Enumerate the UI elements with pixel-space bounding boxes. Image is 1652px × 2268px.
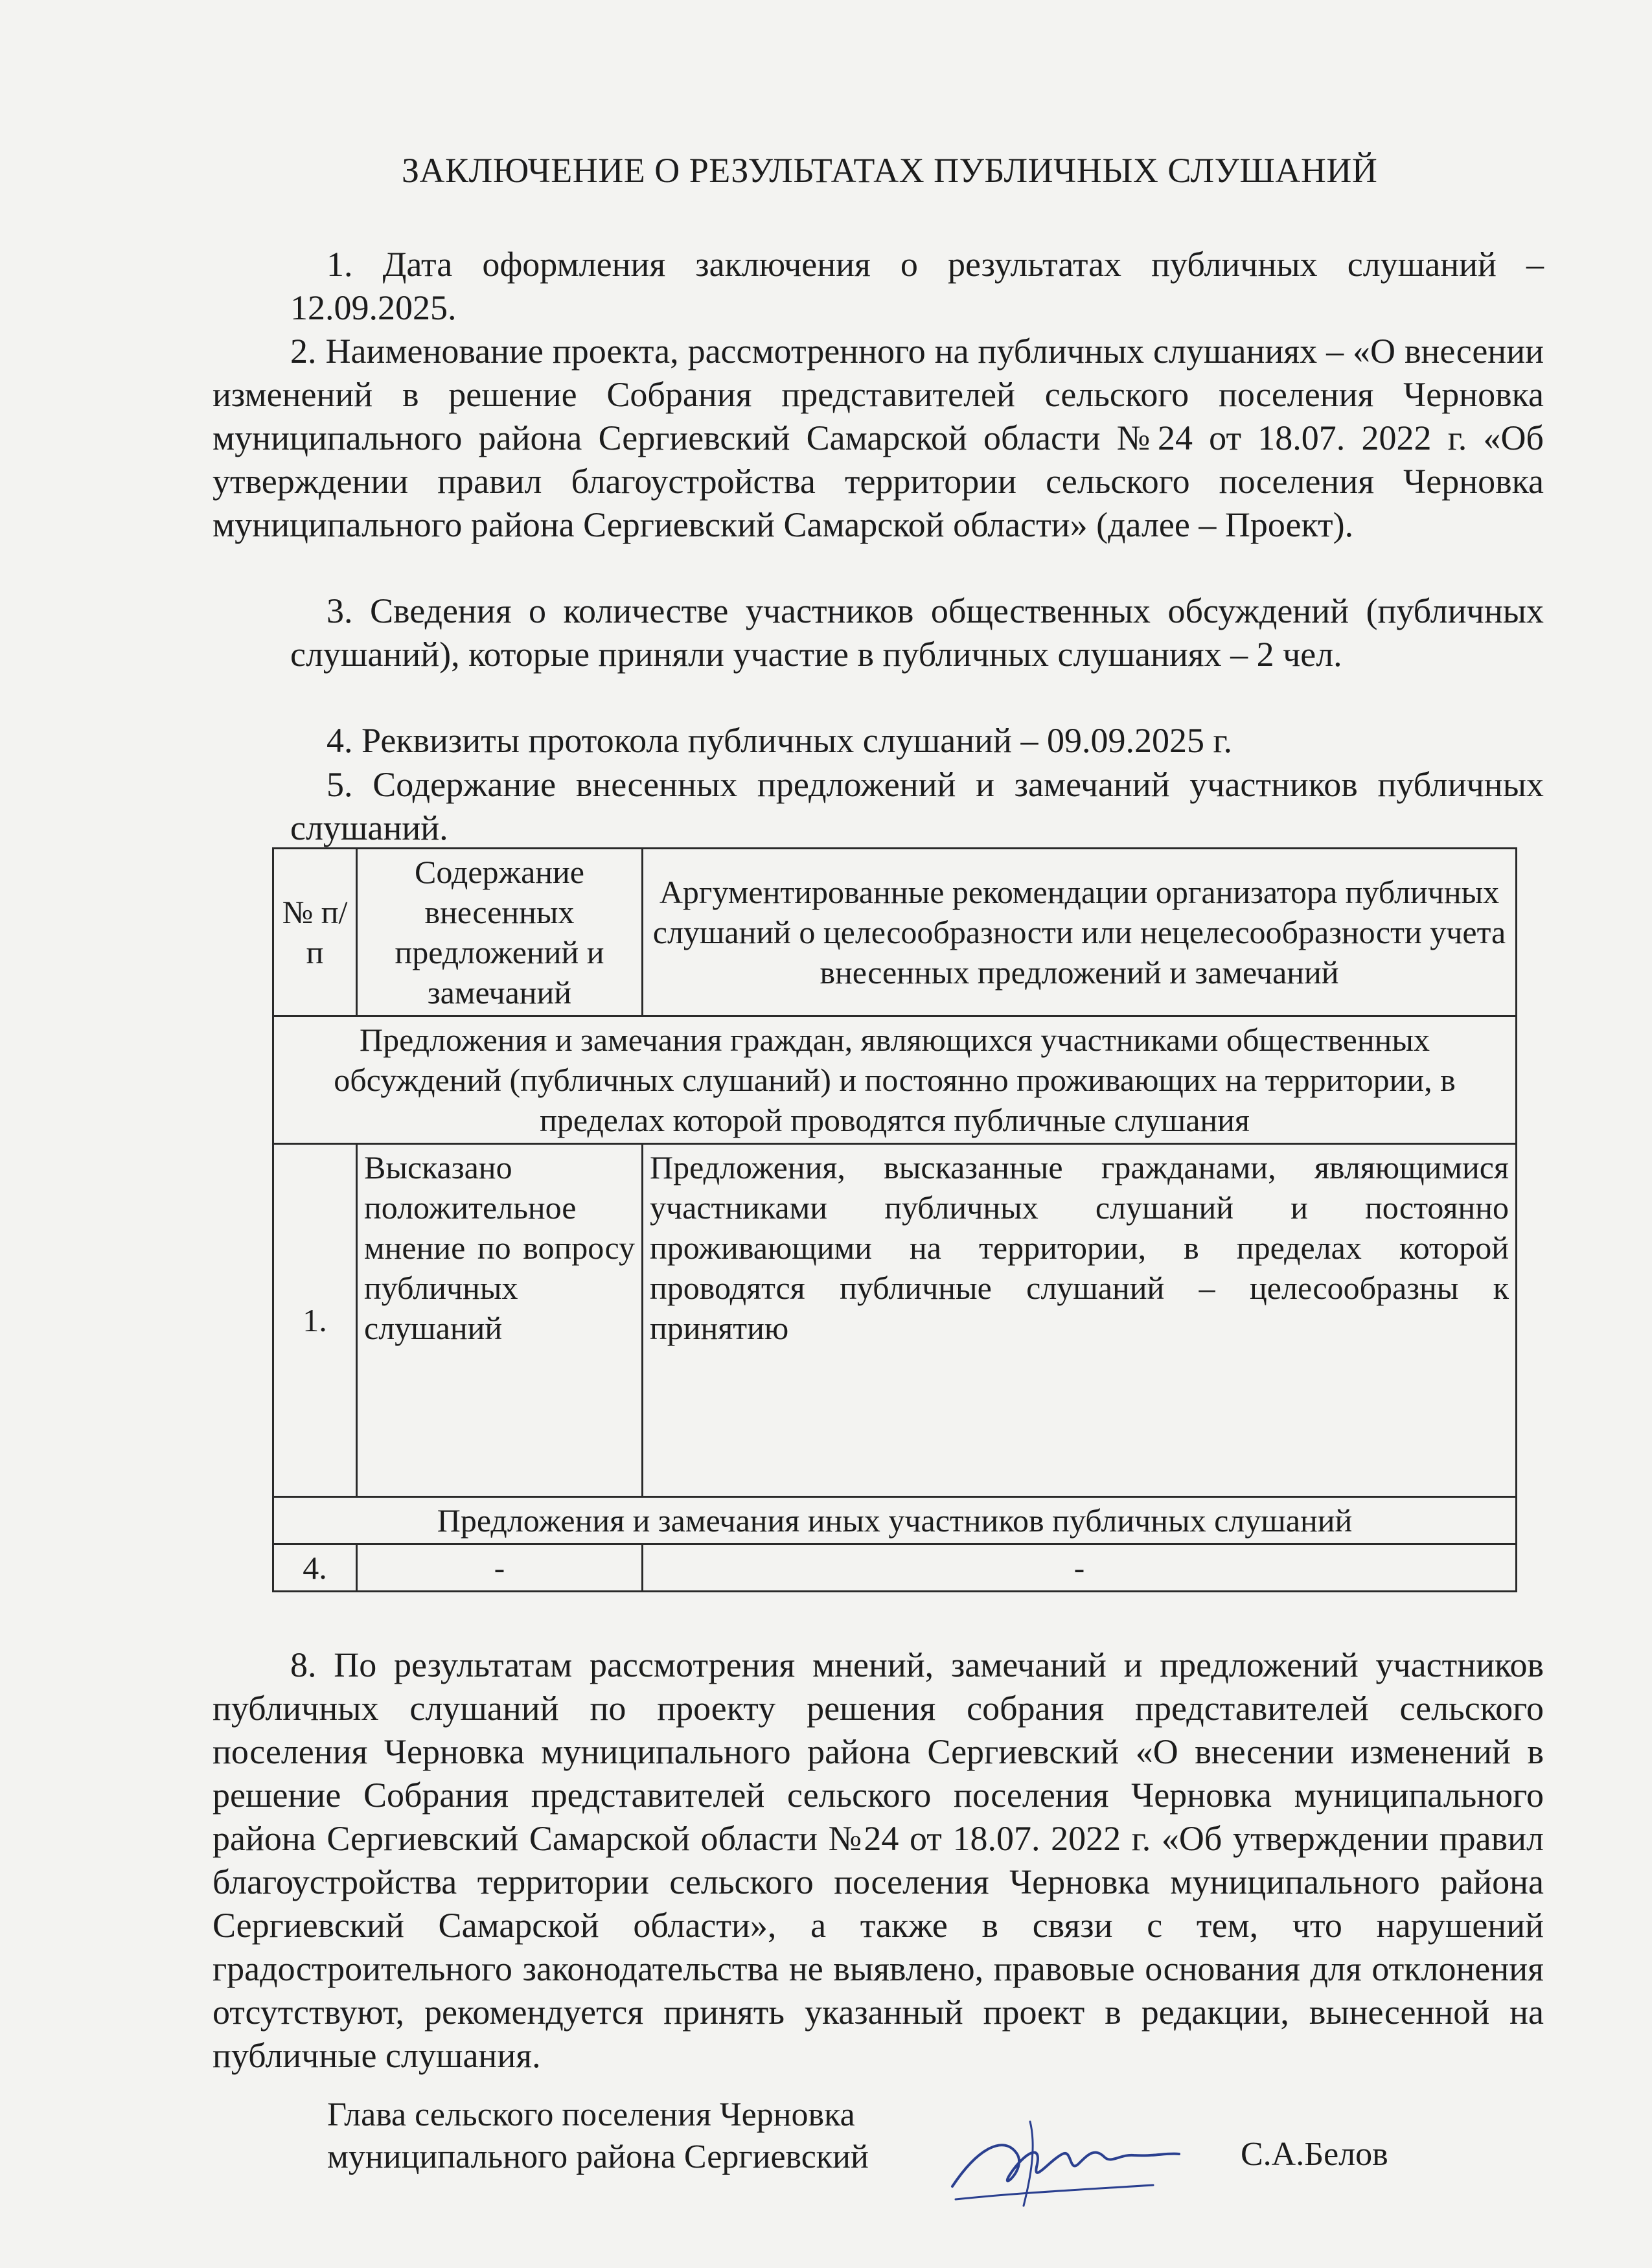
- item-2-project-name: 2. Наименование проекта, рассмотренного на публичных слушаниях – «О внесении изменений в решение Собрания представителей сельского поселения Черновка муниципального района Сергиевский Самарской области №24 от 18.07. 2022 г. «Об утверждении правил благоустройства территории сельского поселения Черновка муниципального района Сергиевский Самарской области» (далее – Проект).: [212, 332, 1544, 544]
- proposals-table: [272, 847, 1517, 1592]
- table-header-row: [273, 849, 1517, 1016]
- item-8-conclusion: 8. По результатам рассмотрения мнений, замечаний и предложений участников публичных слушаний по проекту решения собрания представителей сельского поселения Черновка муниципального района Сергиевский «О внесении изменений в решение Собрания представителей сельского поселения Черновка муниципального района Сергиевский Самарской области №24 от 18.07. 2022 г. «Об утверждении правил благоустройства территории сельского поселения Черновка муниципального района Сергиевский Самарской области», а также в связи с тем, что нарушений градостроительного законодательства не выявлено, правовые основания для отклонения отсутствуют, рекомендуется принять указанный проект в редакции, вынесенной на публичные слушания.: [212, 1645, 1544, 2075]
- item-3-participants: 3. Сведения о количестве участников общественных обсуждений (публичных слушаний), которые приняли участие в публичных слушаниях – 2 чел.: [290, 591, 1544, 674]
- item-5-proposals: 5. Содержание внесенных предложений и замечаний участников публичных слушаний.: [290, 765, 1544, 847]
- table-section-row: [273, 1497, 1517, 1544]
- row-recommendation: -: [643, 1544, 1517, 1592]
- handwritten-signature-icon: [939, 2109, 1186, 2212]
- row-recommendation: Предложения, высказанные гражданами, являющимися участниками публичных слушаний и постоянно проживающими на территории, в пределах которой проводятся публичные слушаний – целесообразны к принятию: [643, 1144, 1517, 1497]
- table-row: [273, 1544, 1517, 1592]
- signatory-name: С.А.Белов: [1241, 2136, 1388, 2173]
- signatory-position-line: Глава сельского поселения Черновка: [327, 2096, 855, 2133]
- row-number: 1.: [273, 1144, 357, 1497]
- item-4-protocol: 4. Реквизиты протокола публичных слушаний – 09.09.2025 г.: [327, 721, 1233, 760]
- section-other-participants: Предложения и замечания иных участников публичных слушаний: [273, 1497, 1517, 1544]
- signatory-position-line: муниципального района Сергиевский: [327, 2138, 869, 2175]
- row-content: -: [357, 1544, 643, 1592]
- signatory-position: [327, 2094, 869, 2178]
- row-content: Высказано положительное мнение по вопросу публичных слушаний: [357, 1144, 643, 1497]
- table-section-row: [273, 1016, 1517, 1144]
- section-residents: Предложения и замечания граждан, являющихся участниками общественных обсуждений (публичных слушаний) и постоянно проживающих на территории, в пределах которой проводятся публичные слушания: [273, 1016, 1517, 1144]
- document-title: ЗАКЛЮЧЕНИЕ О РЕЗУЛЬТАТАХ ПУБЛИЧНЫХ СЛУШАНИЙ: [402, 151, 1378, 190]
- header-content: Содержание внесенных предложений и замечаний: [357, 849, 643, 1016]
- table-row: [273, 1144, 1517, 1497]
- row-number: 4.: [273, 1544, 357, 1592]
- item-1-date: 1. Дата оформления заключения о результатах публичных слушаний – 12.09.2025.: [290, 245, 1544, 327]
- header-number: № п/п: [273, 849, 357, 1016]
- header-recommendation: Аргументированные рекомендации организатора публичных слушаний о целесообразности или нецелесообразности учета внесенных предложений и замечаний: [643, 849, 1517, 1016]
